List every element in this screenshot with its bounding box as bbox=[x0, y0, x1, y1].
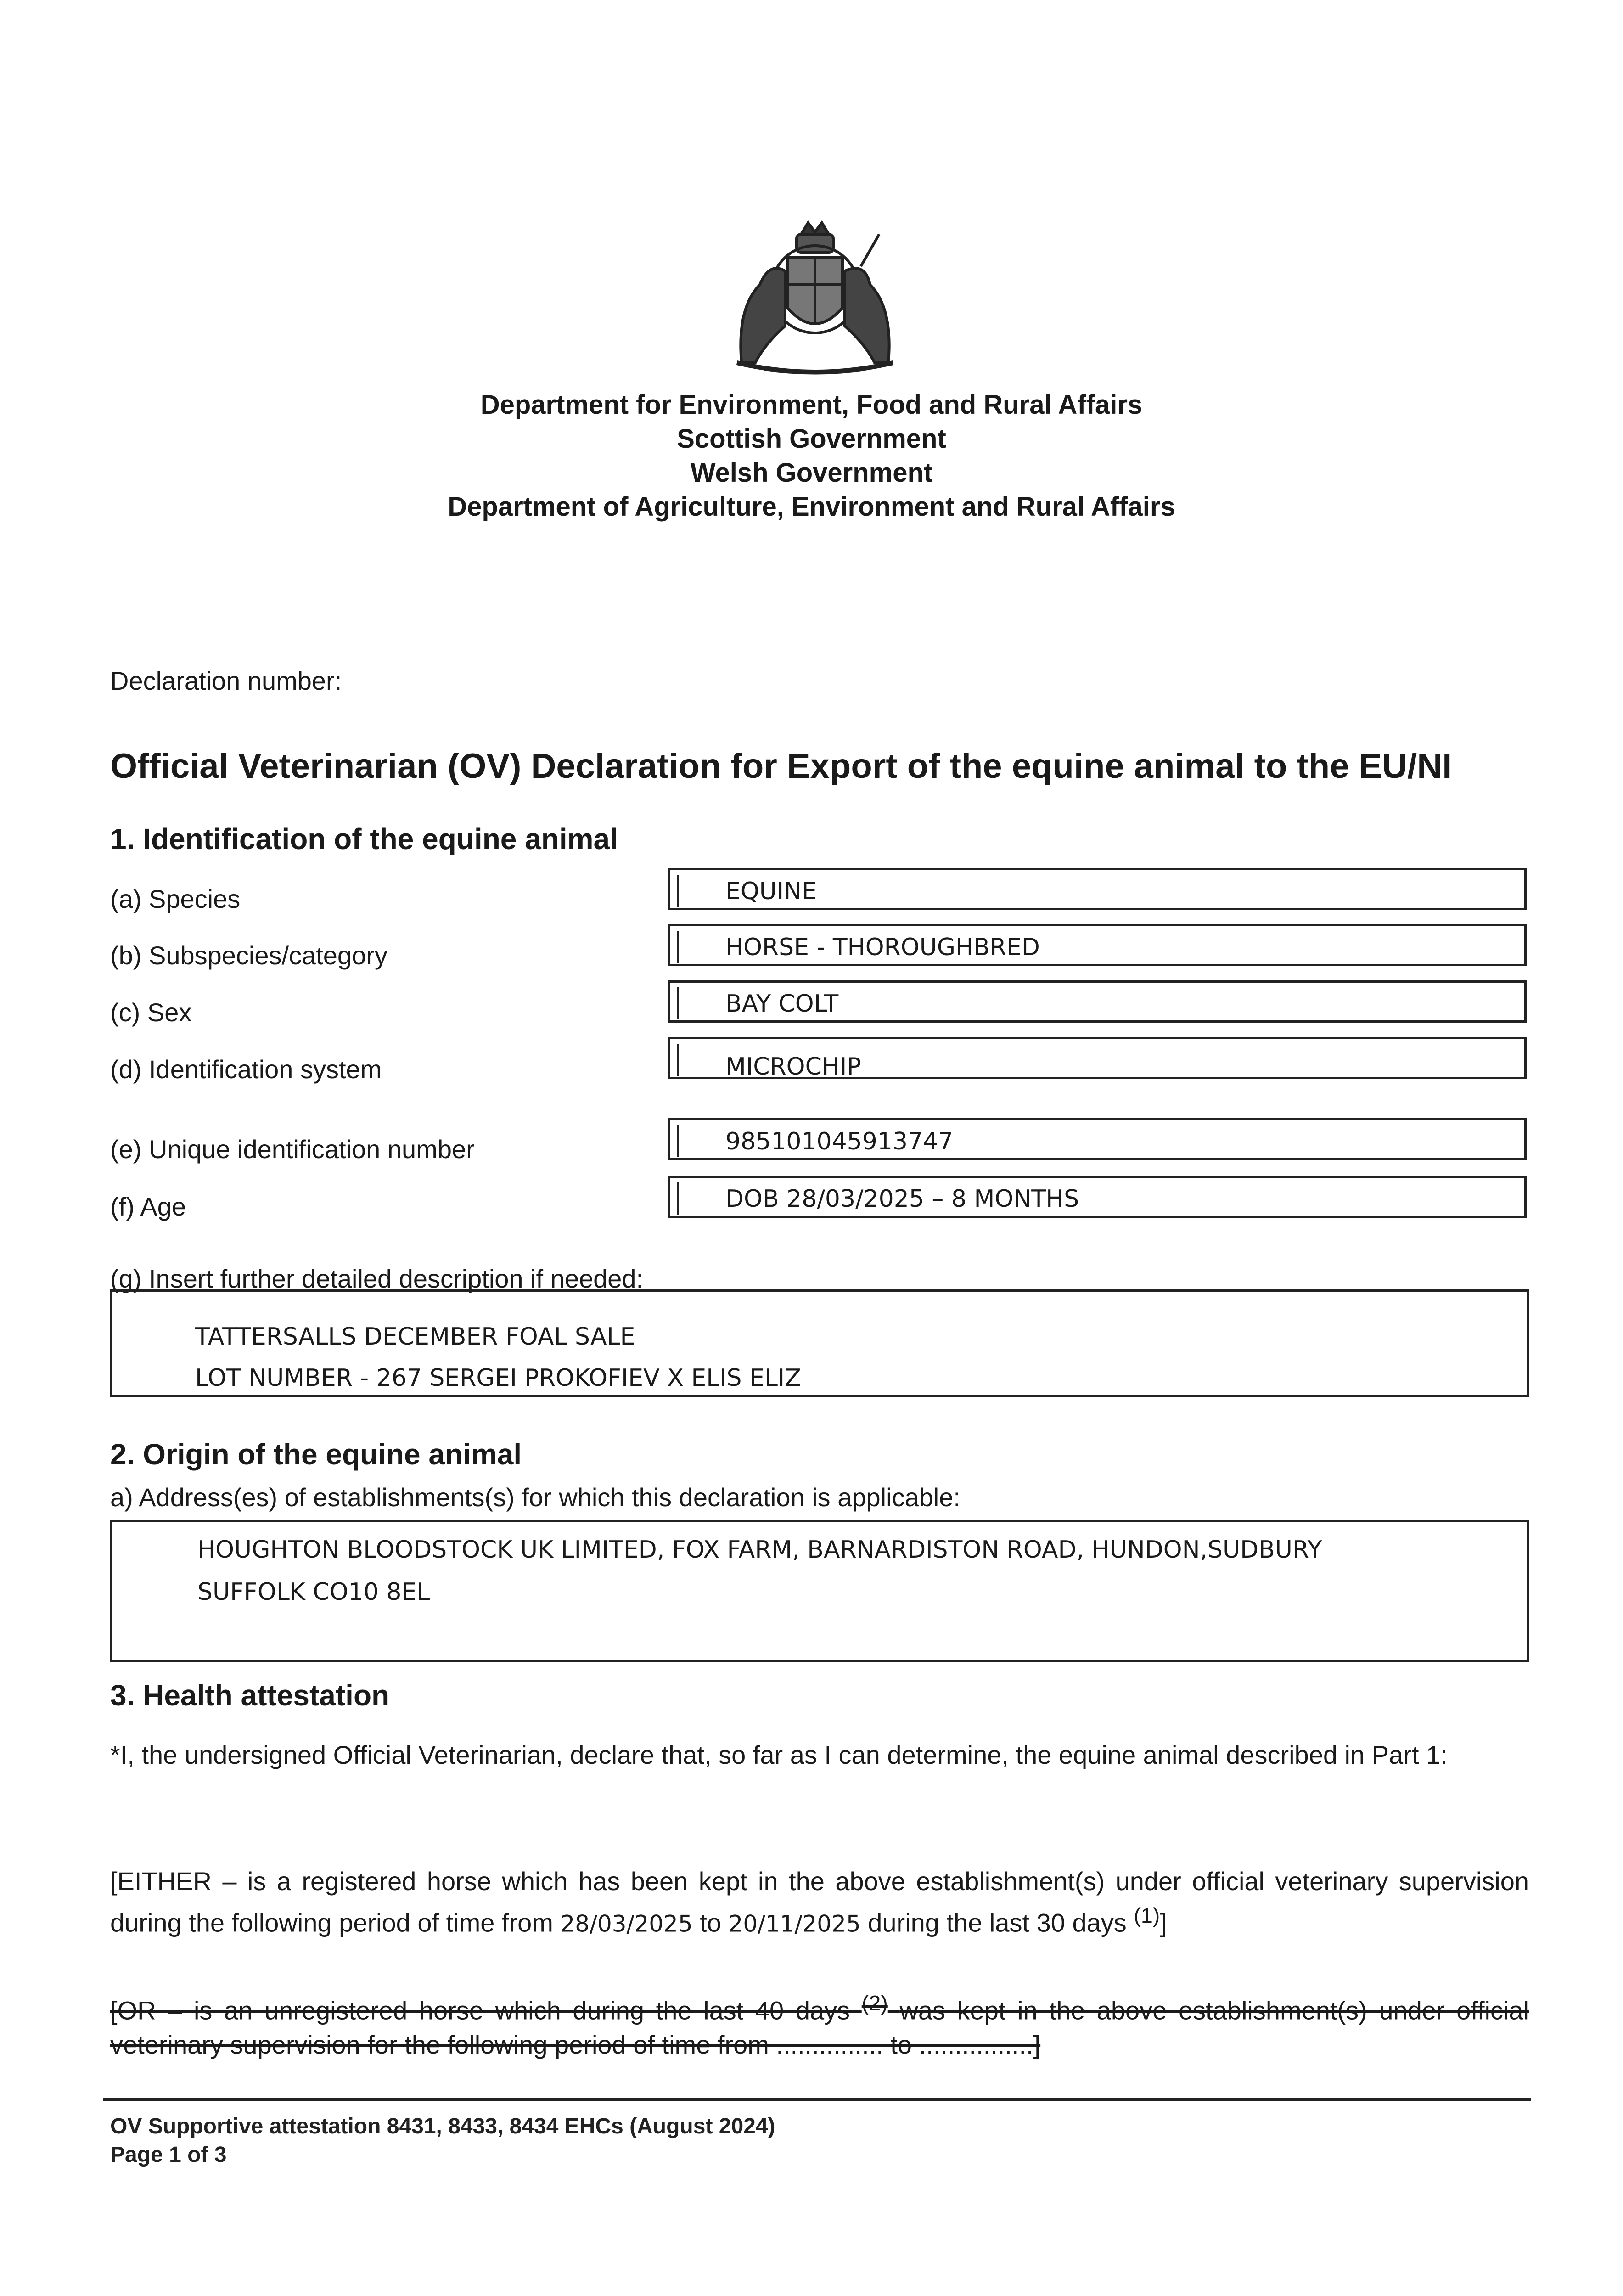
age-value: DOB 28/03/2025 – 8 MONTHS bbox=[725, 1185, 1079, 1213]
field-marker bbox=[677, 1182, 679, 1215]
species-field[interactable] bbox=[668, 868, 1527, 910]
section1-heading: 1. Identification of the equine animal bbox=[110, 822, 618, 855]
address-box[interactable] bbox=[110, 1520, 1529, 1662]
footnote-ref: (1) bbox=[1134, 1903, 1160, 1927]
field-marker bbox=[677, 987, 679, 1019]
field-marker bbox=[677, 1125, 679, 1157]
subspecies-field[interactable] bbox=[668, 924, 1527, 966]
either-to-text: to bbox=[700, 1908, 721, 1937]
section2-heading: 2. Origin of the equine animal bbox=[110, 1438, 522, 1471]
department-name: Department of Agriculture, Environment and Rural Affairs bbox=[448, 492, 1175, 522]
identification-system-label: (d) Identification system bbox=[110, 1055, 382, 1084]
age-field[interactable] bbox=[668, 1176, 1527, 1218]
species-value: EQUINE bbox=[725, 878, 817, 905]
field-marker bbox=[677, 1044, 679, 1076]
field-marker bbox=[677, 931, 679, 963]
further-description-line: LOT NUMBER - 267 SERGEI PROKOFIEV X ELIS ELIZ bbox=[195, 1364, 801, 1392]
identification-system-field[interactable] bbox=[668, 1037, 1527, 1079]
or-text-continued: was kept in the above establishment(s) under official veterinary supervision for the following period of time from ............... to ................] bbox=[110, 1996, 1529, 2059]
sex-label: (c) Sex bbox=[110, 998, 192, 1027]
further-description-line: TATTERSALLS DECEMBER FOAL SALE bbox=[195, 1323, 635, 1351]
either-period-text: during the last 30 days bbox=[868, 1908, 1127, 1937]
species-label: (a) Species bbox=[110, 884, 241, 913]
health-attestation-intro: *I, the undersigned Official Veterinarian, declare that, so far as I can determine, the equine animal described in Part 1: bbox=[110, 1740, 1448, 1769]
document-title: Official Veterinarian (OV) Declaration for Export of the equine animal to the EU/NI bbox=[110, 747, 1452, 786]
either-statement bbox=[110, 1864, 1529, 1941]
date-to-value: 20/11/2025 bbox=[728, 1910, 861, 1937]
royal-coat-of-arms-icon bbox=[709, 216, 921, 381]
unique-id-value: 985101045913747 bbox=[725, 1128, 954, 1155]
footer-divider bbox=[103, 2098, 1531, 2101]
or-text: [OR – is an unregistered horse which during the last 40 days bbox=[110, 1996, 850, 2025]
department-name: Department for Environment, Food and Rural Affairs bbox=[480, 390, 1143, 420]
subspecies-value: HORSE - THOROUGHBRED bbox=[725, 934, 1040, 961]
sex-value: BAY COLT bbox=[725, 990, 839, 1018]
address-line: SUFFOLK CO10 8EL bbox=[197, 1578, 430, 1606]
department-name: Welsh Government bbox=[690, 458, 933, 488]
page-number: Page 1 of 3 bbox=[110, 2143, 227, 2167]
unique-id-field[interactable] bbox=[668, 1118, 1527, 1160]
address-line: HOUGHTON BLOODSTOCK UK LIMITED, FOX FARM, BARNARDISTON ROAD, HUNDON,SUDBURY bbox=[197, 1536, 1322, 1564]
field-marker bbox=[677, 875, 679, 907]
age-label: (f) Age bbox=[110, 1192, 186, 1221]
section3-heading: 3. Health attestation bbox=[110, 1679, 390, 1712]
subspecies-label: (b) Subspecies/category bbox=[110, 941, 387, 970]
sex-field[interactable] bbox=[668, 980, 1527, 1023]
footnote-ref: (2) bbox=[861, 1991, 888, 2015]
further-description-box[interactable] bbox=[110, 1289, 1529, 1397]
department-name: Scottish Government bbox=[677, 424, 946, 454]
address-label: a) Address(es) of establishments(s) for which this declaration is applicable: bbox=[110, 1483, 960, 1512]
either-close: ] bbox=[1160, 1908, 1167, 1937]
or-statement-struck bbox=[110, 1986, 1529, 2062]
department-names bbox=[0, 388, 1623, 524]
either-text: [EITHER – is a registered horse which has been kept in the above establishment(s) under official veterinary supervision during the following period of time from bbox=[110, 1867, 1529, 1937]
date-from-value: 28/03/2025 bbox=[560, 1910, 693, 1937]
page-footer bbox=[110, 2112, 775, 2169]
declaration-number-label: Declaration number: bbox=[110, 666, 342, 695]
unique-id-label: (e) Unique identification number bbox=[110, 1135, 475, 1164]
identification-system-value: MICROCHIP bbox=[725, 1053, 861, 1080]
further-description-label: (g) Insert further detailed description if needed: bbox=[110, 1264, 644, 1293]
footer-attestation-ref: OV Supportive attestation 8431, 8433, 8434 EHCs (August 2024) bbox=[110, 2114, 775, 2138]
